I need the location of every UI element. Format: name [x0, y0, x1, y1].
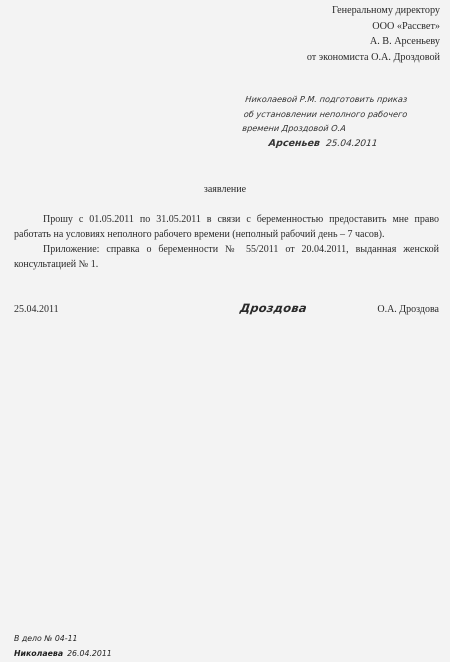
- addressee-position: Генеральному директору: [331, 5, 440, 16]
- filing-case-line: В дело № 04-11: [14, 634, 78, 643]
- request-paragraph: Прошу с 01.05.2011 по 31.05.2011 в связи с беременностью предоставить мне право работать на условиях неполного рабочего времени (неполный рабочий день – 7 часов).: [14, 214, 439, 240]
- filing-note: [14, 631, 112, 661]
- filing-clerk-name: Николаева: [14, 649, 64, 658]
- resolution-line-1: Николаевой Р.М. подготовить приказ: [244, 94, 408, 104]
- signature-row: [14, 301, 439, 320]
- attachment-paragraph: Приложение: справка о беременности № 55/2011 от 20.04.2011, выданная женской консультацией № 1.: [14, 244, 439, 270]
- filing-date: 26.04.2011: [67, 649, 112, 658]
- handwritten-signature: Дроздова: [239, 301, 308, 315]
- addressee-company: ООО «Рассвет»: [372, 20, 440, 32]
- document-title: заявление: [203, 184, 247, 195]
- resolution-line-2: об установлении неполного рабочего: [243, 108, 408, 119]
- signature-date: 25.04.2011: [14, 304, 59, 315]
- addressee-name: А. В. Арсеньеву: [369, 36, 440, 47]
- resolution-sign-line: [240, 136, 442, 152]
- handwritten-resolution: [240, 92, 446, 151]
- signatory-name: О.А. Дроздова: [377, 304, 439, 315]
- sender-line: от экономиста О.А. Дроздовой: [306, 51, 440, 63]
- document-body: [14, 212, 439, 272]
- resolution-signature: Арсеньев: [268, 137, 321, 149]
- resolution-line-3: времени Дроздовой О.А: [241, 123, 347, 133]
- filing-sign-line: [14, 646, 112, 661]
- resolution-date: 25.04.2011: [325, 138, 379, 149]
- addressee-block: [307, 3, 440, 65]
